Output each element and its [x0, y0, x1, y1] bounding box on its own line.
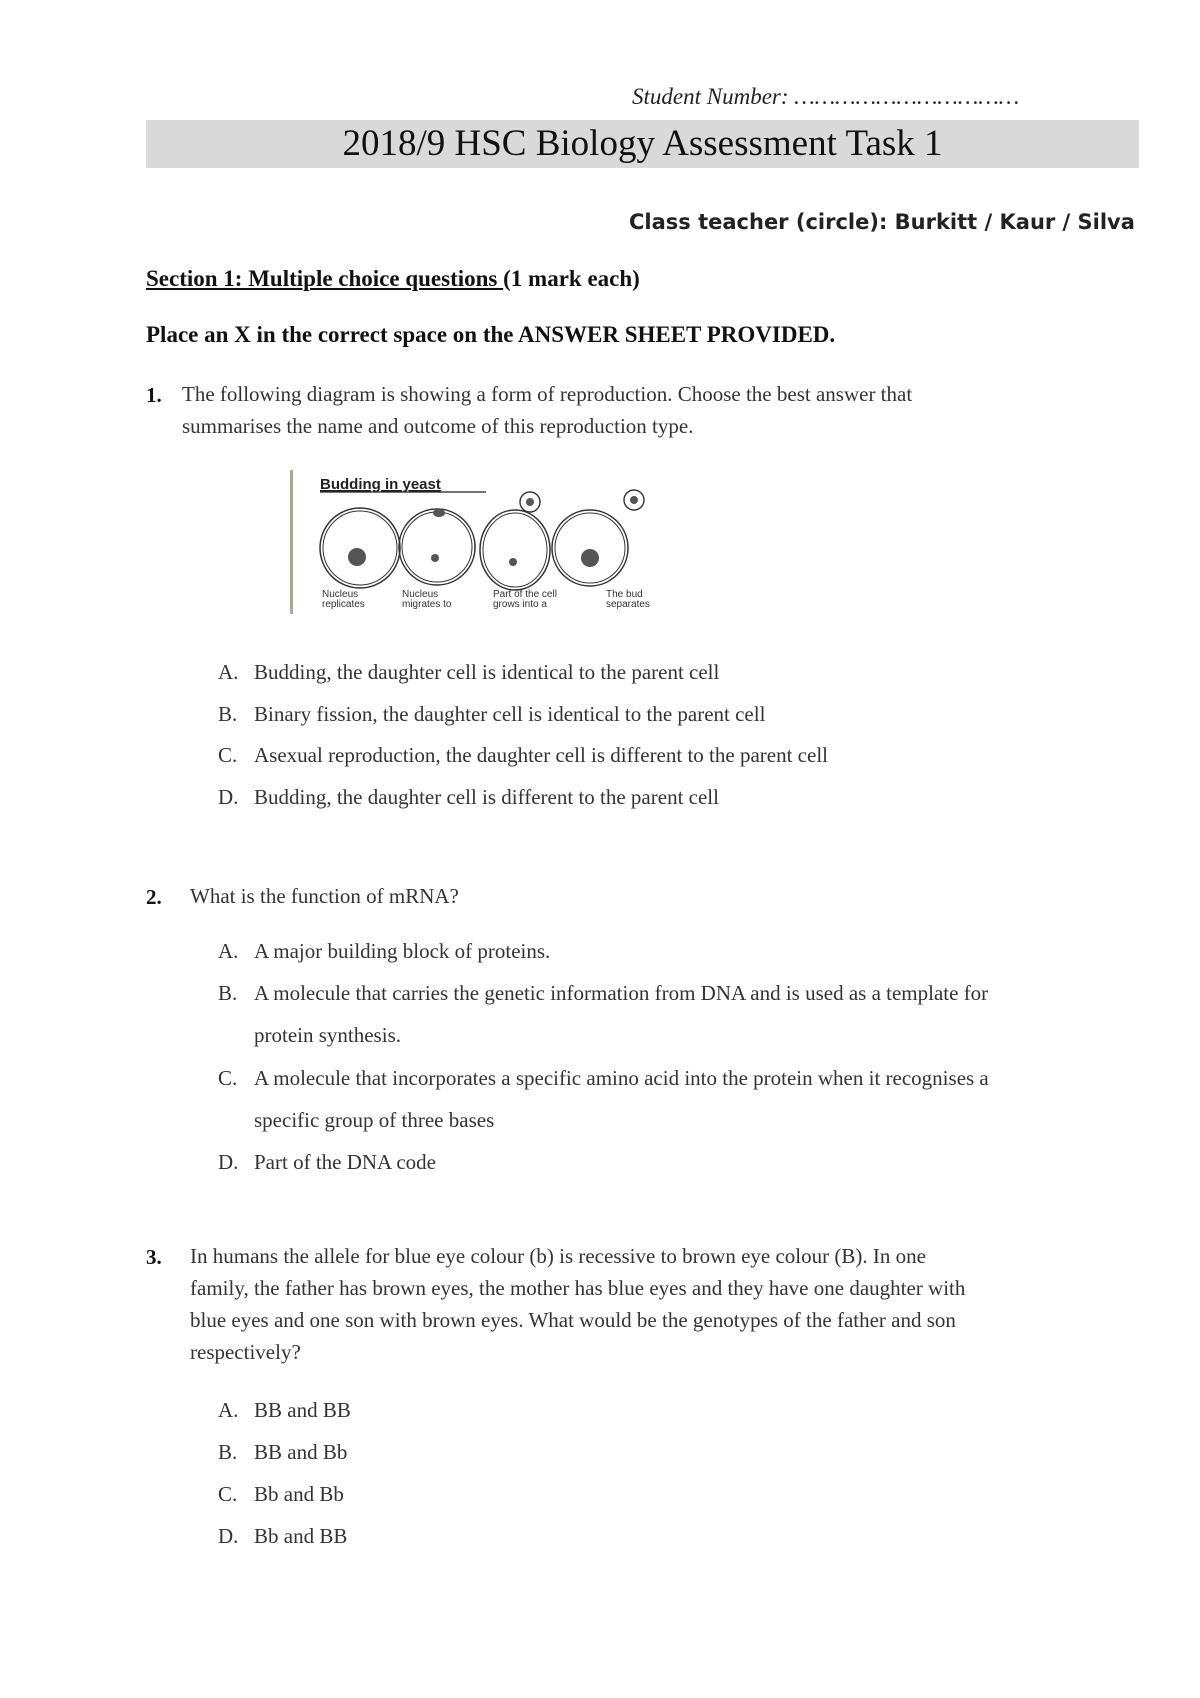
option-text: Budding, the daughter cell is different to the parent cell	[254, 785, 719, 809]
option-letter: A.	[218, 939, 239, 963]
option-text: Bb and Bb	[254, 1482, 344, 1506]
option-text: A major building block of proteins.	[254, 939, 551, 963]
yeast-cell-4	[552, 490, 644, 586]
yeast-cell-2	[399, 509, 475, 585]
option-letter: B.	[218, 981, 238, 1005]
option-letter: D.	[218, 785, 239, 809]
yeast-cell-1	[320, 508, 400, 588]
budding-in-yeast-diagram	[290, 470, 710, 620]
question-text-line: The following diagram is showing a form of reproduction. Choose the best answer that	[182, 382, 913, 406]
figure-label-line: Nucleus	[322, 589, 359, 600]
option-letter: C.	[218, 1482, 238, 1506]
bud-nucleus	[526, 498, 534, 506]
option-text: A molecule that carries the genetic information from DNA and is used as a template for	[254, 981, 989, 1005]
nucleus-migrating	[433, 509, 445, 517]
answer-option	[218, 1482, 344, 1507]
figure-label-line: The bud	[606, 589, 643, 600]
figure-label-line: migrates to	[402, 599, 452, 610]
option-text: Asexual reproduction, the daughter cell is different to the parent cell	[254, 743, 828, 767]
instruction-line: Place an X in the correct space on the ANSWER SHEET PROVIDED.	[146, 322, 836, 347]
nucleus	[581, 549, 599, 567]
nucleus	[431, 554, 439, 562]
question-number: 3.	[146, 1245, 162, 1269]
cell-inner-wall	[402, 512, 472, 582]
cell-outer-wall	[552, 510, 628, 586]
answer-option	[218, 981, 988, 1006]
option-text: Binary fission, the daughter cell is identical to the parent cell	[254, 702, 766, 726]
answer-option	[218, 1066, 989, 1091]
answer-option	[218, 1150, 436, 1175]
option-text-continued: specific group of three bases	[254, 1108, 495, 1132]
answer-option	[218, 785, 719, 810]
yeast-cell-3	[480, 492, 550, 590]
option-text: A molecule that incorporates a specific amino acid into the protein when it recognises a	[254, 1066, 989, 1090]
answer-option	[218, 939, 550, 964]
option-letter: D.	[218, 1150, 239, 1174]
separated-bud-nucleus	[630, 496, 638, 504]
cell-inner-wall	[323, 511, 397, 585]
option-text: Part of the DNA code	[254, 1150, 436, 1174]
section-heading-underlined: Section 1: Multiple choice questions	[146, 266, 504, 291]
option-letter: B.	[218, 702, 238, 726]
nucleus	[509, 558, 517, 566]
answer-option	[218, 702, 765, 727]
option-text: BB and Bb	[254, 1440, 348, 1464]
option-letter: A.	[218, 1398, 239, 1422]
figure-title: Budding in yeast	[320, 476, 441, 493]
answer-option	[218, 660, 719, 685]
section-heading	[146, 266, 640, 292]
question-text-line: In humans the allele for blue eye colour (b) is recessive to brown eye colour (B). In one	[190, 1244, 926, 1268]
page-title: 2018/9 HSC Biology Assessment Task 1	[342, 123, 943, 164]
question-number: 1.	[146, 383, 162, 407]
cell-outer-wall	[320, 508, 400, 588]
cell-outer-wall	[399, 509, 475, 585]
question-text-line: What is the function of mRNA?	[190, 884, 459, 908]
option-text: Bb and BB	[254, 1524, 348, 1548]
option-text-continued: protein synthesis.	[254, 1023, 401, 1047]
student-number-field[interactable]: Student Number: ……………………………	[632, 84, 1020, 109]
figure-label-line: Part of the cell	[493, 589, 557, 600]
answer-option	[218, 1398, 351, 1423]
figure-label-line: grows into a	[493, 599, 547, 610]
figure-label-line: separates	[606, 599, 650, 610]
section-heading-marks: (1 mark each)	[503, 266, 640, 291]
question-text-line: respectively?	[190, 1340, 301, 1364]
cell-inner-wall	[555, 513, 625, 583]
question-text	[182, 378, 912, 442]
question-text-line: blue eyes and one son with brown eyes. What would be the genotypes of the father and son	[190, 1308, 956, 1332]
option-letter: C.	[218, 1066, 238, 1090]
cell-inner-wall	[483, 513, 547, 587]
option-text: BB and BB	[254, 1398, 351, 1422]
question-text	[190, 1240, 965, 1368]
figure-border-line	[290, 470, 293, 614]
option-letter: A.	[218, 660, 239, 684]
class-teacher-line: Class teacher (circle): Burkitt / Kaur / Silva	[629, 210, 1135, 234]
answer-option	[218, 743, 828, 768]
cell-outer-wall	[480, 510, 550, 590]
question-text-line: family, the father has brown eyes, the mother has blue eyes and they have one daughter with	[190, 1276, 966, 1300]
option-letter: B.	[218, 1440, 238, 1464]
question-text	[190, 880, 459, 912]
option-letter: D.	[218, 1524, 239, 1548]
question-text-line: summarises the name and outcome of this reproduction type.	[182, 414, 694, 438]
figure-label-line: Nucleus	[402, 589, 439, 600]
option-text: Budding, the daughter cell is identical to the parent cell	[254, 660, 720, 684]
nucleus	[348, 548, 366, 566]
figure-label-line: replicates	[322, 599, 365, 610]
answer-option	[218, 1440, 347, 1465]
option-letter: C.	[218, 743, 238, 767]
answer-option	[218, 1524, 347, 1549]
question-number: 2.	[146, 885, 162, 909]
